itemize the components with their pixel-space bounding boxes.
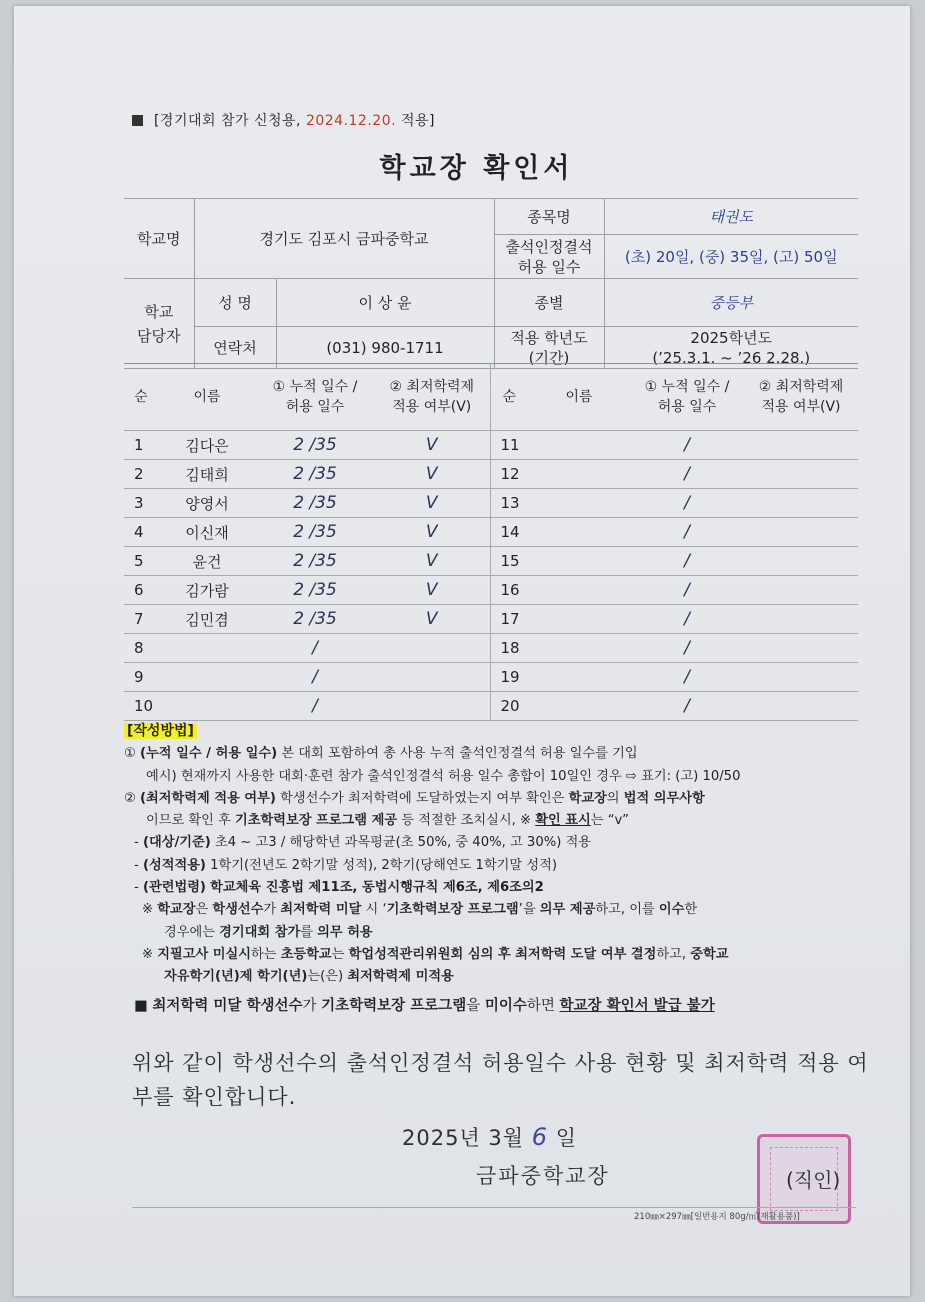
guide-note-2: ※ 지필고사 미실시하는 초등학교는 학업성적관리위원회 심의 후 최저학력 도달 여부 결정하고, 중학교	[142, 946, 729, 962]
row-no: 4	[124, 518, 158, 547]
table-row	[124, 663, 858, 692]
paper-spec-footer: 210㎜×297㎜[일반용지 80g/㎡(재활용품)]	[634, 1212, 800, 1222]
row-no: 5	[124, 547, 158, 576]
table-row	[124, 692, 858, 721]
table-row	[124, 634, 858, 663]
row-check-right	[744, 605, 858, 634]
guide-sub-grade: - (성적적용) 1학기(전년도 2학기말 성적), 2학기(당해연도 1학기말 성적)	[134, 857, 557, 873]
row-check-right	[744, 692, 858, 721]
guide-item-1: ① (누적 일수 / 허용 일수) 본 대회 포함하여 총 사용 누적 출석인정결석 허용 일수를 기입	[124, 746, 638, 762]
category-value: 중등부	[604, 279, 858, 327]
row-days-right: /	[630, 576, 744, 605]
row-name	[158, 663, 256, 692]
row-check	[374, 663, 490, 692]
row-no-right: 11	[490, 431, 528, 460]
handwritten-day: 6	[531, 1123, 549, 1151]
header-days: ① 누적 일수 / 허용 일수	[256, 364, 374, 431]
table-row	[124, 431, 858, 460]
row-check: V	[374, 547, 490, 576]
row-days: /	[256, 663, 374, 692]
confirmation-text: 위와 같이 학생선수의 출석인정결석 허용일수 사용 현황 및 최저학력 적용 여부를 확인합니다.	[132, 1051, 869, 1109]
header-min-right: ② 최저학력제 적용 여부(V)	[744, 364, 858, 431]
row-name-right	[528, 547, 630, 576]
row-days: 2 /35	[256, 547, 374, 576]
signer-title: 금파중학교장	[476, 1164, 610, 1188]
guide-item-2-line2: 이므로 확인 후 기초학력보장 프로그램 제공 등 적절한 조치실시, ※ 확인 표시는 “v”	[146, 813, 629, 829]
row-no: 1	[124, 431, 158, 460]
contact-label: 연락처	[194, 327, 276, 369]
row-days: 2 /35	[256, 431, 374, 460]
name-label: 성 명	[194, 279, 276, 327]
row-check-right	[744, 663, 858, 692]
row-check-right	[744, 431, 858, 460]
row-name-right	[528, 460, 630, 489]
row-days-right: /	[630, 431, 744, 460]
table-row	[124, 605, 858, 634]
row-check-right	[744, 489, 858, 518]
guide-heading: [작성방법]	[124, 723, 197, 739]
row-name: 이신재	[158, 518, 256, 547]
row-no: 2	[124, 460, 158, 489]
row-days-right: /	[630, 460, 744, 489]
row-check: V	[374, 431, 490, 460]
row-check: V	[374, 460, 490, 489]
students-table	[124, 363, 858, 721]
row-name-right	[528, 634, 630, 663]
guide-item-2: ② (최저학력제 적용 여부) 학생선수가 최저학력에 도달하였는지 여부 확인은 학교장의 법적 의무사항	[124, 790, 705, 806]
row-days-right: /	[630, 547, 744, 576]
row-days-right: /	[630, 605, 744, 634]
school-value: 경기도 김포시 금파중학교	[194, 199, 494, 279]
row-name: 윤건	[158, 547, 256, 576]
row-check-right	[744, 547, 858, 576]
row-no-right: 17	[490, 605, 528, 634]
year-label: 적용 학년도 (기간)	[494, 327, 604, 369]
header-name-right: 이름	[528, 364, 630, 431]
manager-label: 학교 담당자	[124, 279, 194, 369]
row-name	[158, 634, 256, 663]
name-value: 이 상 윤	[276, 279, 494, 327]
row-no-right: 15	[490, 547, 528, 576]
row-check-right	[744, 518, 858, 547]
header-days-right: ① 누적 일수 / 허용 일수	[630, 364, 744, 431]
category-label: 종별	[494, 279, 604, 327]
square-bullet-icon	[132, 115, 143, 126]
row-days: /	[256, 692, 374, 721]
row-check	[374, 692, 490, 721]
row-days-right: /	[630, 663, 744, 692]
row-no: 3	[124, 489, 158, 518]
row-no-right: 14	[490, 518, 528, 547]
row-name-right	[528, 431, 630, 460]
students-table-body	[124, 431, 858, 721]
document-date: 2025년 3월 6 일	[402, 1123, 578, 1151]
checkbox-icon: ■	[134, 997, 148, 1014]
row-check	[374, 634, 490, 663]
guide-note-1-line2: 경우에는 경기대회 참가를 의무 허용	[164, 924, 373, 940]
row-name: 양영서	[158, 489, 256, 518]
table-row	[124, 576, 858, 605]
row-no: 6	[124, 576, 158, 605]
row-days: 2 /35	[256, 605, 374, 634]
row-name: 김가람	[158, 576, 256, 605]
row-no: 10	[124, 692, 158, 721]
row-name	[158, 692, 256, 721]
row-check: V	[374, 605, 490, 634]
stamp-label: (직인)	[786, 1168, 841, 1192]
header-no: 순	[124, 364, 158, 431]
guide-sub-law: - (관련법령) 학교체육 진흥법 제11조, 동법시행규칙 제6조, 제6조의2	[134, 880, 544, 896]
row-no-right: 18	[490, 634, 528, 663]
row-days: /	[256, 634, 374, 663]
table-row	[124, 489, 858, 518]
writing-guide	[124, 720, 859, 1017]
row-name-right	[528, 605, 630, 634]
row-days: 2 /35	[256, 518, 374, 547]
row-no-right: 16	[490, 576, 528, 605]
row-name-right	[528, 576, 630, 605]
row-no: 7	[124, 605, 158, 634]
row-name-right	[528, 663, 630, 692]
event-value: 태권도	[604, 199, 858, 235]
row-check-right	[744, 460, 858, 489]
guide-note-1: ※ 학교장은 학생선수가 최저학력 미달 시 ‘기초학력보장 프로그램’을 의무 제공하고, 이를 이수한	[142, 902, 698, 918]
guide-sub-target: - (대상/기준) 초4 ~ 고3 / 해당학년 과목평균(초 50%, 중 40%, 고 30%) 적용	[134, 835, 592, 851]
row-days: 2 /35	[256, 460, 374, 489]
guide-final-rule: ■ 최저학력 미달 학생선수가 기초학력보장 프로그램을 미이수하면 학교장 확인서 발급 불가	[134, 997, 715, 1014]
row-no-right: 13	[490, 489, 528, 518]
school-info-table	[124, 198, 858, 369]
school-label: 학교명	[124, 199, 194, 279]
allow-label: 출석인정결석 허용 일수	[494, 235, 604, 279]
year-value: 2025학년도 (’25.3.1. ~ ’26 2.28.)	[604, 327, 858, 369]
table-row	[124, 547, 858, 576]
row-no: 9	[124, 663, 158, 692]
row-no-right: 20	[490, 692, 528, 721]
guide-item-1-example: 예시) 현재까지 사용한 대회·훈련 참가 출석인정결석 허용 일수 총합이 10일인 경우 ⇨ 표기: (고) 10/50	[146, 768, 741, 784]
row-check: V	[374, 576, 490, 605]
row-name-right	[528, 489, 630, 518]
header-no-right: 순	[490, 364, 528, 431]
contact-value: (031) 980-1711	[276, 327, 494, 369]
apply-date: 2024.12.20.	[305, 113, 397, 129]
header-note: [경기대회 참가 신청용, 2024.12.20. 적용]	[132, 110, 435, 130]
document-title: 학교장 확인서	[379, 153, 574, 184]
row-days: 2 /35	[256, 489, 374, 518]
row-days-right: /	[630, 518, 744, 547]
header-min: ② 최저학력제 적용 여부(V)	[374, 364, 490, 431]
guide-note-2-line2: 자유학기(년)제 학기(년)는(은) 최저학력제 미적용	[164, 969, 454, 985]
table-row	[124, 460, 858, 489]
header-name: 이름	[158, 364, 256, 431]
row-no: 8	[124, 634, 158, 663]
document-page	[14, 6, 910, 1296]
row-name: 김민겸	[158, 605, 256, 634]
row-check-right	[744, 634, 858, 663]
row-no-right: 12	[490, 460, 528, 489]
footer-divider	[132, 1207, 856, 1208]
row-name: 김다은	[158, 431, 256, 460]
row-name: 김태희	[158, 460, 256, 489]
row-name-right	[528, 518, 630, 547]
allow-value: (초) 20일, (중) 35일, (고) 50일	[604, 235, 858, 279]
row-check: V	[374, 489, 490, 518]
row-days: 2 /35	[256, 576, 374, 605]
row-name-right	[528, 692, 630, 721]
students-table-header	[124, 364, 858, 431]
table-row	[124, 518, 858, 547]
row-days-right: /	[630, 489, 744, 518]
row-check: V	[374, 518, 490, 547]
row-no-right: 19	[490, 663, 528, 692]
row-days-right: /	[630, 692, 744, 721]
event-label: 종목명	[494, 199, 604, 235]
row-check-right	[744, 576, 858, 605]
row-days-right: /	[630, 634, 744, 663]
